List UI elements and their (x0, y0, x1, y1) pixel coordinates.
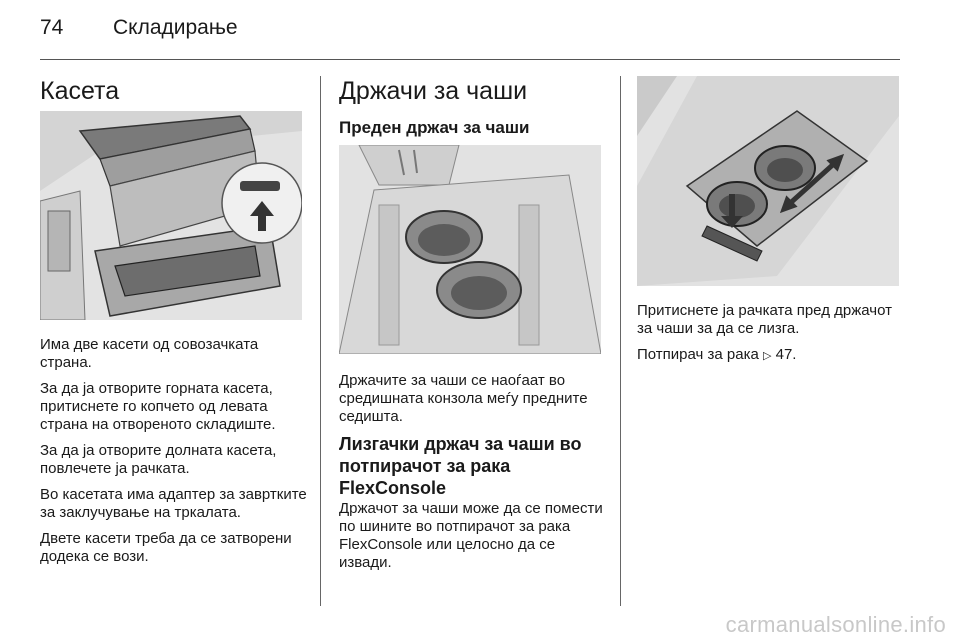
column-divider-1 (320, 76, 321, 606)
front-cupholder-illustration (339, 145, 601, 354)
sliding-cupholder-subheading: Лизгачки држач за чаши во потпирачот за рака FlexConsole (339, 434, 582, 498)
glovebox-text (40, 336, 310, 566)
paragraph: Двете касети треба да се затворени додека се вози. (40, 530, 292, 565)
page-reference-link[interactable]: 47. (775, 346, 797, 363)
sliding-cupholder-text (339, 500, 611, 572)
front-cupholder-text (339, 372, 609, 426)
column-divider-2 (620, 76, 621, 606)
armrest-reference (637, 346, 899, 365)
paragraph: Во касетата има адаптер за завртките за заклучување на тркалата. (40, 486, 307, 521)
triangle-reference-icon: ▷ (762, 350, 772, 362)
paragraph: Притиснете ја рачката пред држачот за чаши за да се лизга. (637, 302, 892, 337)
glovebox-illustration (40, 111, 302, 320)
cupholders-heading: Држачи за чаши (339, 77, 528, 105)
armrest-label: Потпирач за рака (637, 346, 759, 363)
header-divider (40, 59, 900, 60)
glovebox-heading: Касета (40, 77, 120, 105)
watermark: carmanualsonline.info (725, 612, 946, 637)
section-title: Складирање (113, 16, 238, 39)
paragraph: Држачите за чаши се наоѓаат во средишната конзола меѓу предните седишта. (339, 372, 588, 425)
paragraph: Држачот за чаши може да се помести по шините во потпирачот за рака FlexConsole или целосно да се извади. (339, 500, 603, 571)
paragraph: Има две касети од совозачката страна. (40, 336, 259, 371)
page-number: 74 (40, 16, 64, 39)
paragraph: За да ја отворите долната касета, повлечете ја рачката. (40, 442, 277, 477)
paragraph: За да ја отворите горната касета, притиснете го копчето од левата страна на отвореното складиште. (40, 380, 276, 433)
sliding-cupholder-instructions (637, 302, 899, 365)
front-cupholder-subheading: Преден држач за чаши (339, 118, 530, 137)
sliding-cupholder-illustration (637, 76, 899, 286)
